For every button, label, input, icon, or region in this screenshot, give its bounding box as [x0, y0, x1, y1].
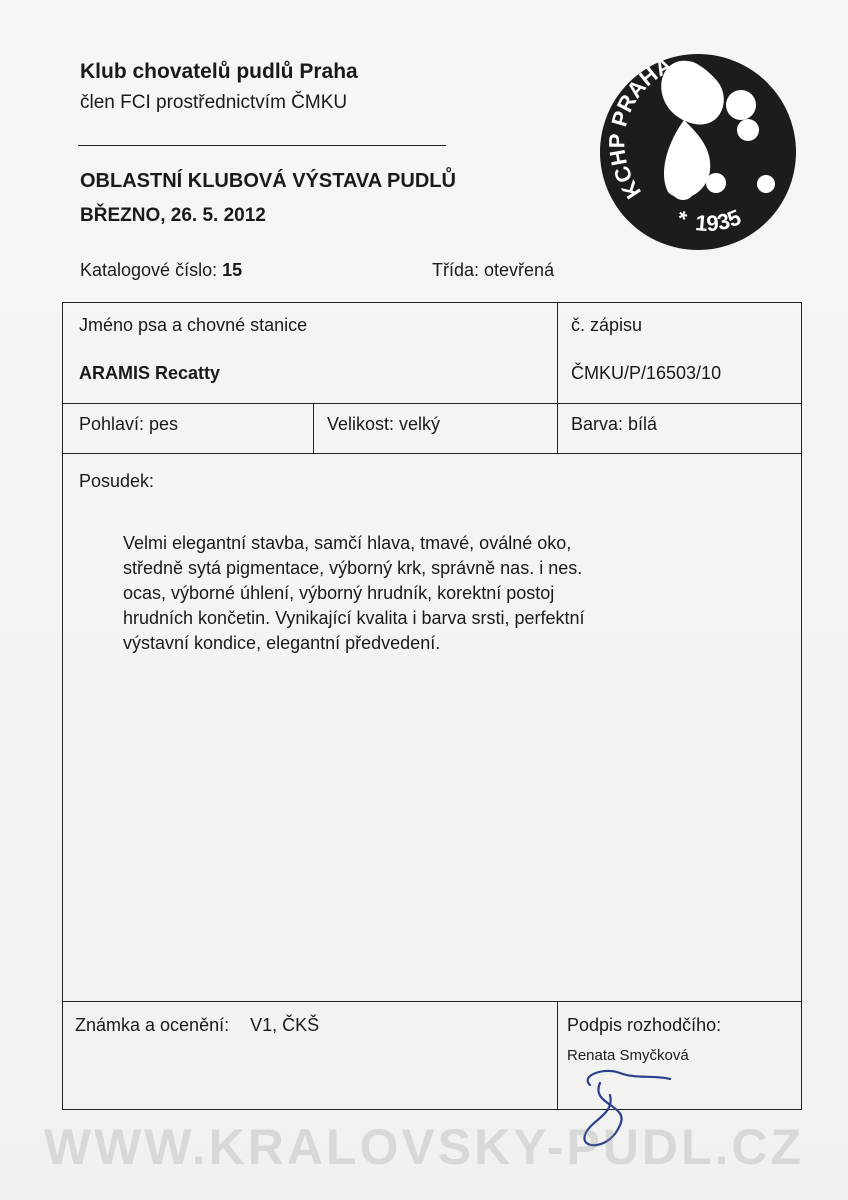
judge-signature-label: Podpis rozhodčího: — [567, 1015, 722, 1035]
dog-name-value: ARAMIS Recatty — [79, 363, 221, 383]
logo-star: * — [673, 205, 691, 232]
club-name: Klub chovatelů pudlů Praha — [80, 60, 358, 83]
header-divider — [78, 145, 446, 146]
catalog-label: Katalogové číslo: — [80, 260, 218, 280]
assessment-line: ocas, výborné úhlení, výborný hrudník, korektní postoj — [123, 583, 555, 603]
dog-name-label: Jméno psa a chovné stanice — [79, 315, 308, 335]
size-field: Velikost: velký — [327, 414, 441, 434]
class-label: Třída: — [432, 260, 480, 280]
show-date: BŘEZNO, 26. 5. 2012 — [80, 205, 266, 226]
form-column-divider — [557, 303, 558, 453]
catalog-number — [80, 260, 242, 281]
grade-label: Známka a ocenění: — [75, 1015, 230, 1035]
form-row-divider — [63, 403, 801, 404]
assessment-line: výstavní kondice, elegantní předvedení. — [123, 633, 441, 653]
assessment-label: Posudek: — [79, 471, 155, 491]
assessment-form — [62, 302, 802, 1110]
club-logo — [598, 42, 798, 252]
class-value: otevřená — [484, 260, 555, 280]
assessment-text — [123, 531, 763, 656]
grade-value: V1, ČKŠ — [250, 1015, 320, 1035]
watermark: WWW.KRALOVSKY-PUDL.CZ — [43, 1119, 805, 1175]
judge-name: Renata Smyčková — [567, 1047, 689, 1064]
catalog-value: 15 — [222, 260, 243, 280]
assessment-line: Velmi elegantní stavba, samčí hlava, tmavé, oválné oko, — [123, 533, 572, 553]
grade-field — [75, 1015, 319, 1036]
assessment-line: hrudních končetin. Vynikající kvalita i barva srsti, perfektní — [123, 608, 585, 628]
assessment-line: středně sytá pigmentace, výborný krk, správně nas. i nes. — [123, 558, 583, 578]
logo-text-top: KCHP PRAHA — [604, 51, 676, 204]
registration-value: ČMKU/P/16503/10 — [571, 363, 722, 383]
sex-field: Pohlaví: pes — [79, 414, 179, 434]
club-subtitle: člen FCI prostřednictvím ČMKU — [80, 92, 348, 113]
class-field — [432, 260, 554, 281]
show-title: OBLASTNÍ KLUBOVÁ VÝSTAVA PUDLŮ — [80, 170, 456, 192]
form-row-divider — [63, 453, 801, 454]
color-field: Barva: bílá — [571, 414, 658, 434]
logo-year: 1935 — [694, 204, 745, 237]
form-column-divider — [557, 1001, 558, 1109]
form-row-divider — [63, 1001, 801, 1002]
form-column-divider — [313, 403, 314, 453]
registration-label: č. zápisu — [571, 315, 643, 335]
